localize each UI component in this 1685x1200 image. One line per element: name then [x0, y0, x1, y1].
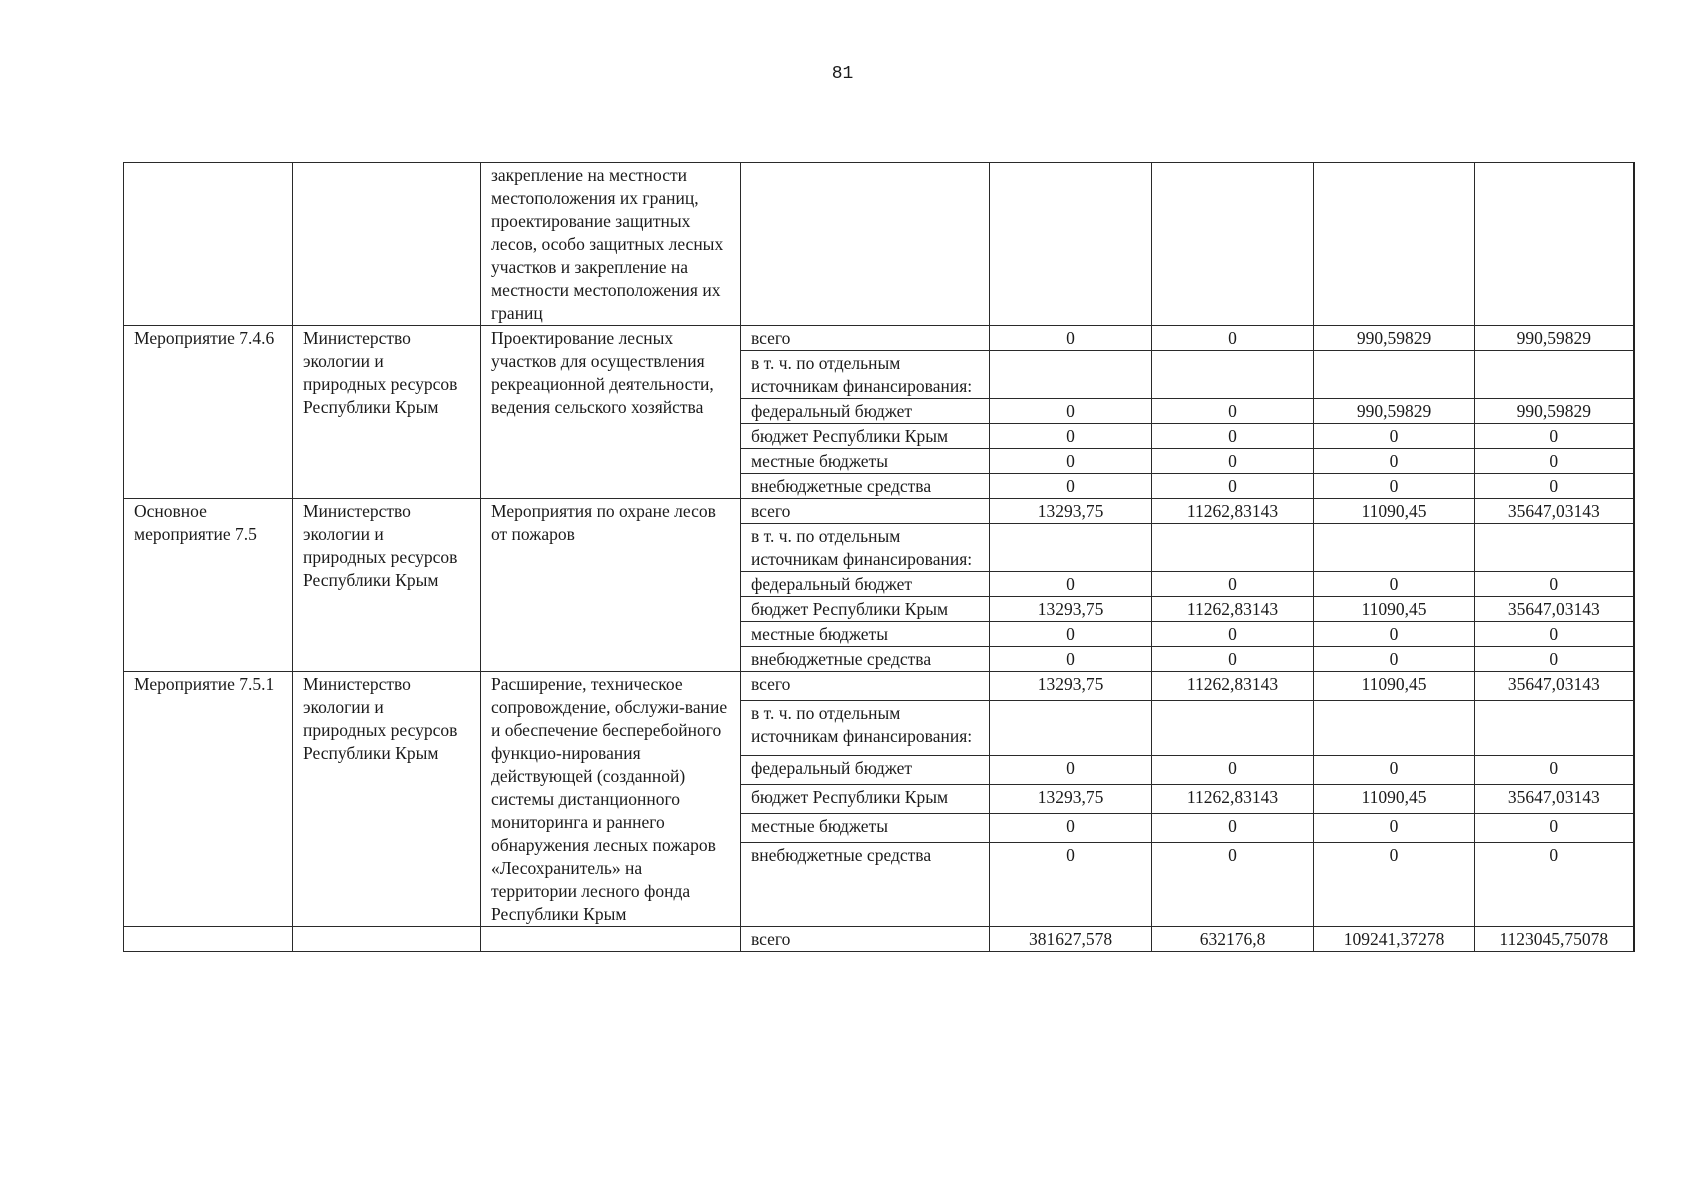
table-row — [124, 672, 1634, 701]
table-row — [124, 499, 1634, 524]
value-cell — [1152, 700, 1314, 755]
budget-table — [123, 162, 1635, 952]
value-cell — [1152, 163, 1314, 326]
value-cell: 0 — [1314, 424, 1475, 449]
value-cell: 990,59829 — [1314, 326, 1475, 351]
value-cell — [1314, 351, 1475, 399]
value-cell: 0 — [990, 424, 1152, 449]
event-cell: Основное мероприятие 7.5 — [124, 499, 293, 672]
value-cell: 0 — [990, 814, 1152, 843]
value-cell: 0 — [1152, 843, 1314, 927]
value-cell — [1152, 351, 1314, 399]
value-cell: 0 — [1152, 474, 1314, 499]
value-cell — [1152, 524, 1314, 572]
value-cell: 0 — [1314, 756, 1475, 785]
value-cell: 990,59829 — [1475, 326, 1634, 351]
value-cell: 11262,83143 — [1152, 499, 1314, 524]
source-cell: бюджет Республики Крым — [741, 424, 990, 449]
total-source-cell: всего — [741, 927, 990, 952]
value-cell: 0 — [1152, 756, 1314, 785]
value-cell: 13293,75 — [990, 597, 1152, 622]
page-number: 81 — [831, 64, 854, 84]
value-cell: 0 — [1314, 572, 1475, 597]
value-cell: 0 — [990, 647, 1152, 672]
value-cell: 35647,03143 — [1475, 499, 1634, 524]
value-cell: 13293,75 — [990, 672, 1152, 701]
value-cell: 11090,45 — [1314, 597, 1475, 622]
value-cell: 0 — [1475, 814, 1634, 843]
total-value-cell: 381627,578 — [990, 927, 1152, 952]
value-cell — [990, 351, 1152, 399]
event-cell — [124, 927, 293, 952]
total-value-cell: 1123045,75078 — [1475, 927, 1634, 952]
value-cell: 0 — [1475, 843, 1634, 927]
value-cell — [1475, 524, 1634, 572]
source-cell: местные бюджеты — [741, 449, 990, 474]
source-cell: внебюджетные средства — [741, 474, 990, 499]
source-cell: всего — [741, 499, 990, 524]
source-cell: внебюджетные средства — [741, 843, 990, 927]
value-cell: 0 — [1314, 843, 1475, 927]
description-cell — [481, 927, 741, 952]
value-cell: 35647,03143 — [1475, 597, 1634, 622]
value-cell: 0 — [1475, 424, 1634, 449]
value-cell — [1475, 351, 1634, 399]
value-cell: 0 — [990, 449, 1152, 474]
value-cell: 35647,03143 — [1475, 672, 1634, 701]
value-cell: 0 — [1152, 399, 1314, 424]
source-cell: федеральный бюджет — [741, 399, 990, 424]
event-cell — [124, 163, 293, 326]
value-cell: 0 — [990, 756, 1152, 785]
value-cell: 0 — [1152, 424, 1314, 449]
total-value-cell: 632176,8 — [1152, 927, 1314, 952]
value-cell: 0 — [1152, 814, 1314, 843]
value-cell: 0 — [1475, 756, 1634, 785]
description-cell: закрепление на местности местоположения их границ, проектирование защитных лесов, особо защитных лесных участков и закрепление на местности местоположения их границ — [481, 163, 741, 326]
source-cell — [741, 163, 990, 326]
value-cell: 0 — [1475, 474, 1634, 499]
value-cell: 0 — [1152, 449, 1314, 474]
value-cell: 11262,83143 — [1152, 597, 1314, 622]
value-cell: 0 — [1314, 449, 1475, 474]
source-cell: внебюджетные средства — [741, 647, 990, 672]
value-cell — [1314, 700, 1475, 755]
source-cell: всего — [741, 326, 990, 351]
value-cell — [990, 524, 1152, 572]
source-cell: бюджет Республики Крым — [741, 785, 990, 814]
executor-cell: Министерство экологии и природных ресурсов Республики Крым — [293, 326, 481, 499]
source-cell: федеральный бюджет — [741, 756, 990, 785]
value-cell — [1475, 700, 1634, 755]
value-cell: 35647,03143 — [1475, 785, 1634, 814]
value-cell: 0 — [1314, 647, 1475, 672]
value-cell: 0 — [1314, 814, 1475, 843]
value-cell: 0 — [990, 843, 1152, 927]
value-cell: 0 — [1475, 622, 1634, 647]
value-cell: 0 — [990, 399, 1152, 424]
value-cell: 11090,45 — [1314, 785, 1475, 814]
value-cell: 11262,83143 — [1152, 785, 1314, 814]
total-row — [124, 927, 1634, 952]
source-cell: в т. ч. по отдельным источникам финансирования: — [741, 351, 990, 399]
value-cell: 0 — [1475, 449, 1634, 474]
value-cell: 11090,45 — [1314, 672, 1475, 701]
value-cell: 0 — [1475, 572, 1634, 597]
source-cell: в т. ч. по отдельным источникам финансирования: — [741, 700, 990, 755]
value-cell: 0 — [990, 622, 1152, 647]
value-cell: 0 — [1152, 622, 1314, 647]
value-cell: 0 — [1152, 647, 1314, 672]
event-cell: Мероприятие 7.5.1 — [124, 672, 293, 927]
value-cell: 0 — [1314, 474, 1475, 499]
value-cell: 0 — [1152, 326, 1314, 351]
value-cell — [1314, 524, 1475, 572]
value-cell: 990,59829 — [1475, 399, 1634, 424]
value-cell — [1314, 163, 1475, 326]
value-cell: 0 — [1475, 647, 1634, 672]
executor-cell: Министерство экологии и природных ресурсов Республики Крым — [293, 672, 481, 927]
value-cell: 0 — [990, 474, 1152, 499]
source-cell: местные бюджеты — [741, 622, 990, 647]
value-cell — [990, 163, 1152, 326]
source-cell: всего — [741, 672, 990, 701]
total-value-cell: 109241,37278 — [1314, 927, 1475, 952]
value-cell: 11262,83143 — [1152, 672, 1314, 701]
description-cell: Расширение, техническое сопровождение, обслужи-вание и обеспечение бесперебойного функцио-нирования действующей (созданной) системы дистанционного мониторинга и раннего обнаружения лесных пожаров «Лесохранитель» на территории лесного фонда Республики Крым — [481, 672, 741, 927]
table-row — [124, 163, 1634, 326]
value-cell: 11090,45 — [1314, 499, 1475, 524]
value-cell: 0 — [1152, 572, 1314, 597]
executor-cell: Министерство экологии и природных ресурсов Республики Крым — [293, 499, 481, 672]
value-cell — [1475, 163, 1634, 326]
source-cell: местные бюджеты — [741, 814, 990, 843]
description-cell: Проектирование лесных участков для осуществления рекреационной деятельности, ведения сельского хозяйства — [481, 326, 741, 499]
description-cell: Мероприятия по охране лесов от пожаров — [481, 499, 741, 672]
source-cell: федеральный бюджет — [741, 572, 990, 597]
executor-cell — [293, 927, 481, 952]
event-cell: Мероприятие 7.4.6 — [124, 326, 293, 499]
value-cell: 990,59829 — [1314, 399, 1475, 424]
value-cell: 0 — [1314, 622, 1475, 647]
source-cell: бюджет Республики Крым — [741, 597, 990, 622]
value-cell — [990, 700, 1152, 755]
value-cell: 13293,75 — [990, 499, 1152, 524]
value-cell: 0 — [990, 572, 1152, 597]
value-cell: 0 — [990, 326, 1152, 351]
table-row — [124, 326, 1634, 351]
executor-cell — [293, 163, 481, 326]
value-cell: 13293,75 — [990, 785, 1152, 814]
source-cell: в т. ч. по отдельным источникам финансирования: — [741, 524, 990, 572]
